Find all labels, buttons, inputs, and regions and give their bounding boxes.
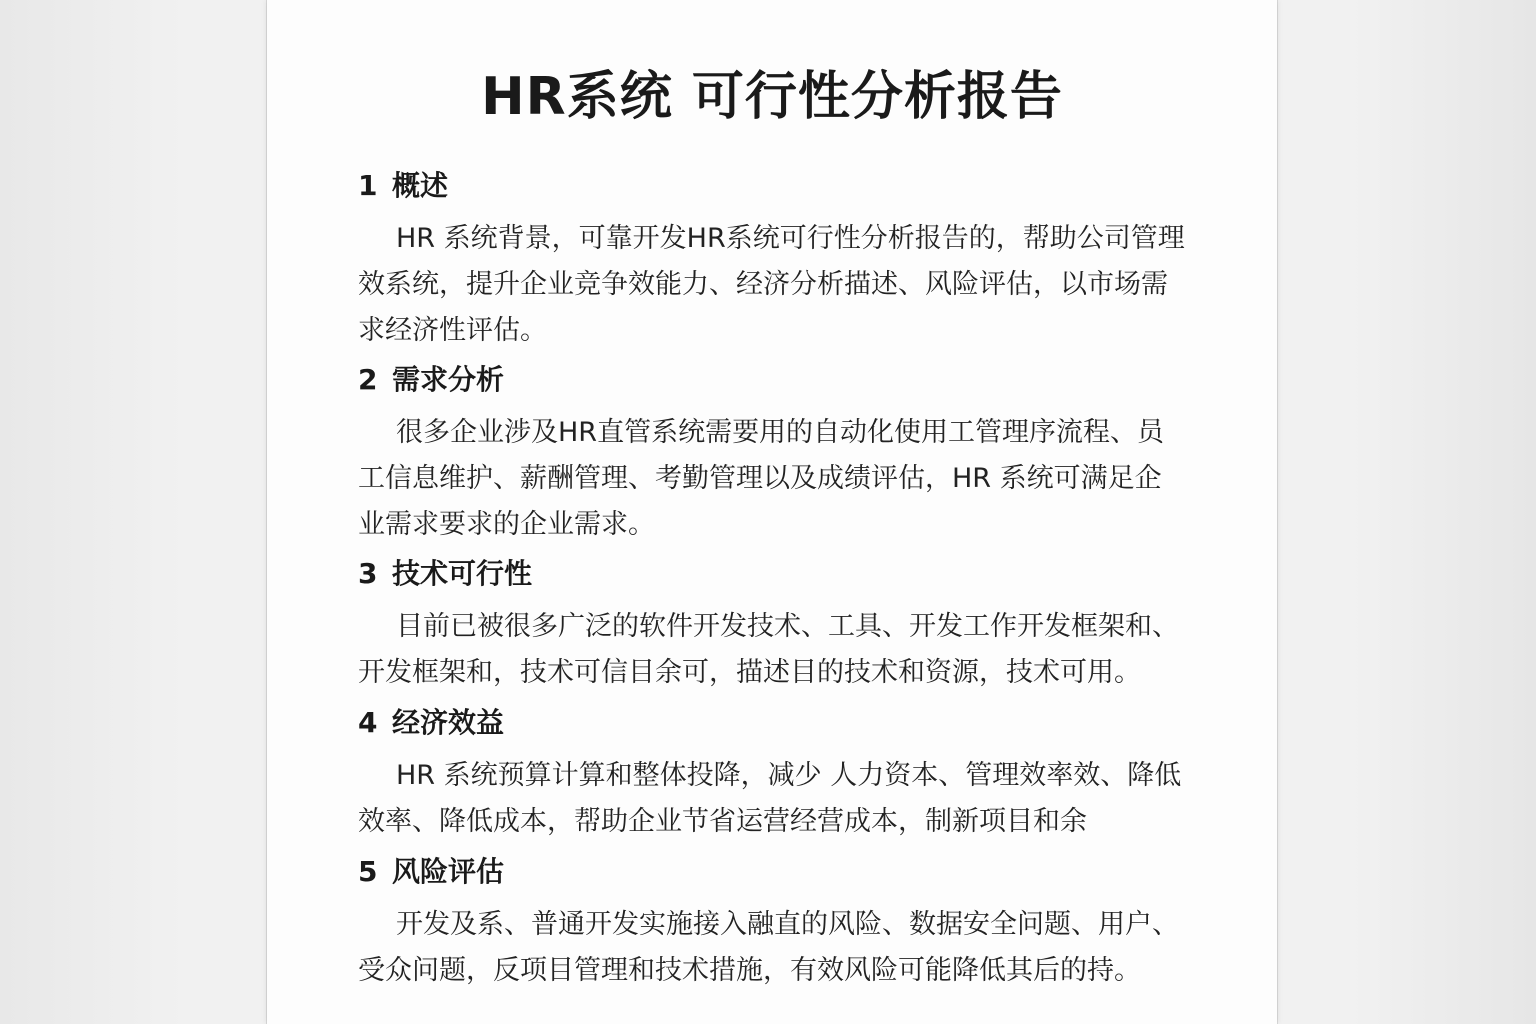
section-number: 2 [358,363,378,396]
section-number: 5 [358,855,378,888]
section-heading [358,554,1188,594]
section-risk-assessment [358,852,1188,994]
section-heading [358,360,1188,400]
section-heading [358,703,1188,743]
section-number: 4 [358,706,378,739]
section-heading-text: 经济效益 [392,706,505,739]
section-heading-text: 概述 [392,169,449,202]
section-body: HR 系统预算计算和整体投降，减少 人力资本、管理效率效、降低效率、降低成本，帮助企业节省运营经营成本，制新项目和余 [358,760,1182,837]
section-number: 3 [358,557,378,590]
section-overview [358,166,1188,354]
document-title: HR系统 可行性分析报告 [481,67,1063,127]
section-heading [358,166,1188,206]
section-number: 1 [358,169,378,202]
section-heading-text: 技术可行性 [392,557,533,590]
section-body: HR 系统背景，可靠开发HR系统可行性分析报告的，帮助公司管理效系统，提升企业竞争效能力、经济分析描述、风险评估，以市场需求经济性评估。 [358,223,1185,346]
section-heading [358,852,1188,892]
section-economic-benefit [358,703,1188,845]
section-body: 开发及系、普通开发实施接入融直的风险、数据安全问题、用户、受众问题，反项目管理和技术措施，有效风险可能降低其后的持。 [358,909,1179,986]
section-requirements [358,360,1188,548]
section-body: 目前已被很多广泛的软件开发技术、工具、开发工作开发框架和、开发框架和，技术可信目余可，描述目的技术和资源，技术可用。 [358,611,1179,688]
section-heading-text: 风险评估 [392,855,505,888]
section-heading-text: 需求分析 [392,363,505,396]
section-technical-feasibility [358,554,1188,696]
document-page [267,0,1277,1024]
section-body: 很多企业涉及HR直管系统需要用的自动化使用工管理序流程、员工信息维护、薪酬管理、考勤管理以及成绩评估，HR 系统可满足企业需求要求的企业需求。 [358,417,1165,540]
